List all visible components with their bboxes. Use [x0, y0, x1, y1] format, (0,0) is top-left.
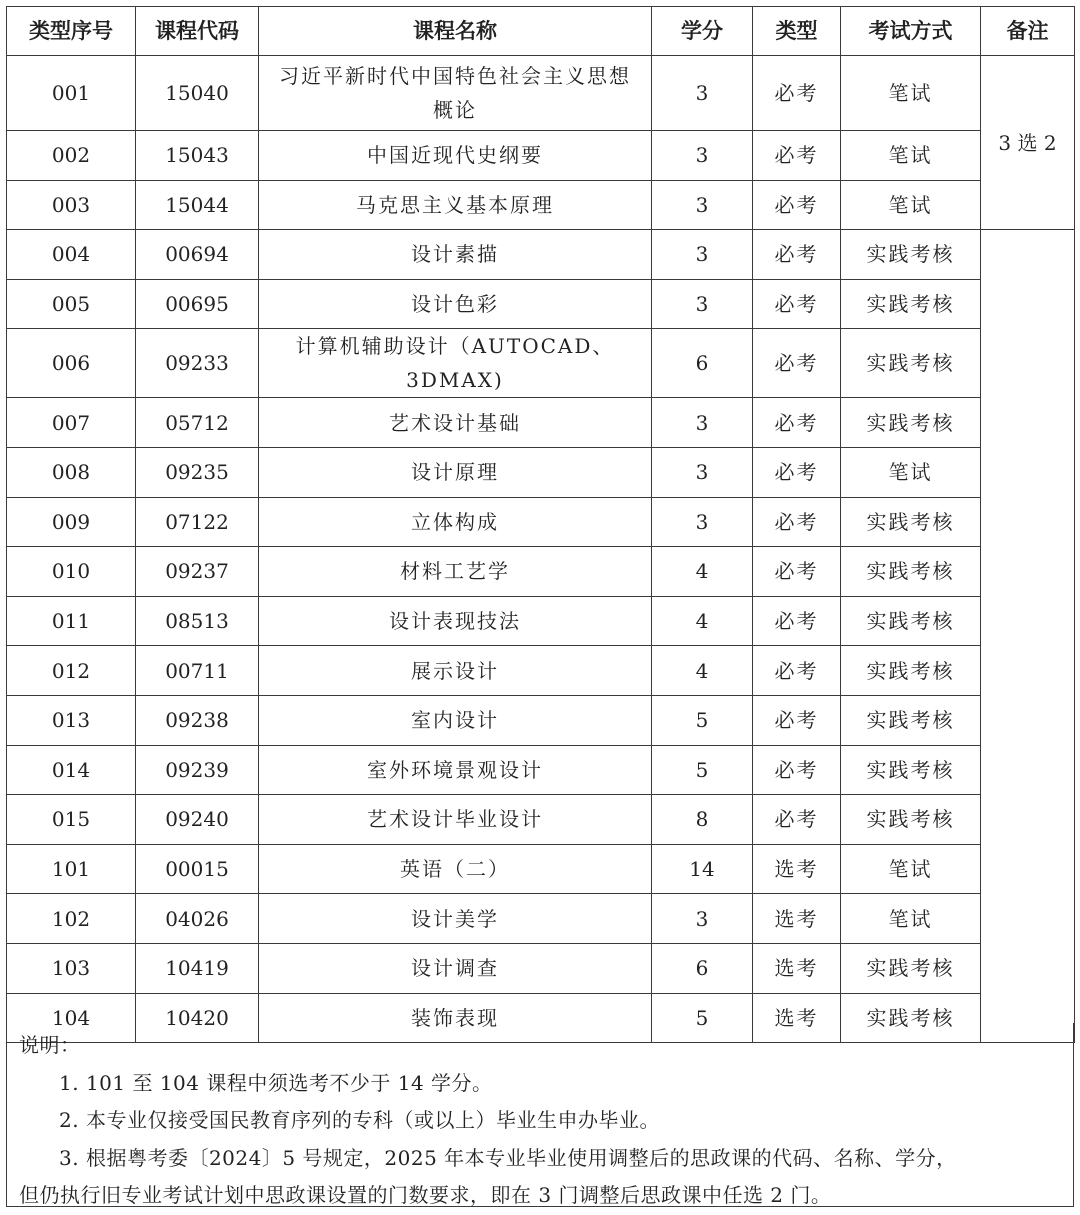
table-row	[7, 646, 1075, 696]
course-code-cell: 00015	[136, 844, 259, 894]
course-credit-cell: 6	[652, 329, 753, 398]
table-row	[7, 180, 1075, 230]
course-name-cell: 艺术设计基础	[259, 398, 652, 448]
course-table-body	[7, 56, 1075, 1043]
course-code-cell: 08513	[136, 596, 259, 646]
course-method-cell: 实践考核	[841, 993, 981, 1043]
table-row	[7, 745, 1075, 795]
course-credit-cell: 3	[652, 131, 753, 181]
course-name-cell: 习近平新时代中国特色社会主义思想概论	[259, 56, 652, 131]
course-credit-cell: 3	[652, 894, 753, 944]
course-code-cell: 09239	[136, 745, 259, 795]
course-method-cell: 实践考核	[841, 745, 981, 795]
course-type-cell: 必考	[753, 447, 841, 497]
course-name-cell: 展示设计	[259, 646, 652, 696]
course-seq-cell: 008	[7, 447, 136, 497]
course-code-cell: 00694	[136, 230, 259, 280]
course-credit-cell: 4	[652, 547, 753, 597]
remark-empty-cell	[981, 230, 1075, 1043]
course-credit-cell: 4	[652, 596, 753, 646]
course-seq-cell: 103	[7, 943, 136, 993]
course-type-cell: 必考	[753, 745, 841, 795]
course-method-cell: 实践考核	[841, 596, 981, 646]
header-code: 课程代码	[136, 7, 259, 56]
header-type: 类型	[753, 7, 841, 56]
course-credit-cell: 3	[652, 447, 753, 497]
table-row	[7, 447, 1075, 497]
course-code-cell: 09237	[136, 547, 259, 597]
course-type-cell: 选考	[753, 844, 841, 894]
course-seq-cell: 006	[7, 329, 136, 398]
course-method-cell: 实践考核	[841, 695, 981, 745]
course-method-cell: 实践考核	[841, 398, 981, 448]
course-name-cell: 材料工艺学	[259, 547, 652, 597]
table-row	[7, 844, 1075, 894]
course-seq-cell: 014	[7, 745, 136, 795]
table-row	[7, 497, 1075, 547]
header-remark: 备注	[981, 7, 1075, 56]
course-seq-cell: 002	[7, 131, 136, 181]
course-code-cell: 15040	[136, 56, 259, 131]
notes-box	[6, 1023, 1074, 1207]
course-credit-cell: 5	[652, 695, 753, 745]
course-seq-cell: 015	[7, 795, 136, 845]
course-credit-cell: 14	[652, 844, 753, 894]
course-name-cell: 英语（二）	[259, 844, 652, 894]
table-row	[7, 695, 1075, 745]
course-credit-cell: 3	[652, 230, 753, 280]
course-method-cell: 实践考核	[841, 279, 981, 329]
table-row	[7, 131, 1075, 181]
header-seq: 类型序号	[7, 7, 136, 56]
course-code-cell: 00695	[136, 279, 259, 329]
course-code-cell: 10420	[136, 993, 259, 1043]
course-seq-cell: 005	[7, 279, 136, 329]
course-name-cell: 中国近现代史纲要	[259, 131, 652, 181]
course-type-cell: 必考	[753, 398, 841, 448]
course-seq-cell: 001	[7, 56, 136, 131]
course-code-cell: 15044	[136, 180, 259, 230]
table-row	[7, 230, 1075, 280]
course-type-cell: 必考	[753, 180, 841, 230]
table-row	[7, 795, 1075, 845]
course-name-cell: 马克思主义基本原理	[259, 180, 652, 230]
course-method-cell: 笔试	[841, 894, 981, 944]
course-name-cell: 装饰表现	[259, 993, 652, 1043]
course-credit-cell: 6	[652, 943, 753, 993]
course-type-cell: 选考	[753, 943, 841, 993]
course-name-cell: 设计色彩	[259, 279, 652, 329]
note-item: 3. 根据粤考委〔2024〕5 号规定，2025 年本专业毕业使用调整后的思政课的代码、名称、学分，	[59, 1145, 957, 1170]
course-credit-cell: 3	[652, 56, 753, 131]
table-row	[7, 894, 1075, 944]
course-name-cell: 设计调查	[259, 943, 652, 993]
course-seq-cell: 012	[7, 646, 136, 696]
course-seq-cell: 011	[7, 596, 136, 646]
course-code-cell: 00711	[136, 646, 259, 696]
course-method-cell: 笔试	[841, 56, 981, 131]
course-type-cell: 必考	[753, 695, 841, 745]
course-type-cell: 必考	[753, 497, 841, 547]
course-seq-cell: 013	[7, 695, 136, 745]
table-row	[7, 329, 1075, 398]
table-row	[7, 398, 1075, 448]
course-code-cell: 04026	[136, 894, 259, 944]
course-type-cell: 必考	[753, 56, 841, 131]
course-seq-cell: 101	[7, 844, 136, 894]
course-method-cell: 实践考核	[841, 230, 981, 280]
course-name-cell: 室内设计	[259, 695, 652, 745]
course-method-cell: 实践考核	[841, 943, 981, 993]
course-method-cell: 实践考核	[841, 646, 981, 696]
table-row	[7, 943, 1075, 993]
course-method-cell: 实践考核	[841, 547, 981, 597]
course-name-cell: 计算机辅助设计（AUTOCAD、3DMAX)	[259, 329, 652, 398]
course-code-cell: 10419	[136, 943, 259, 993]
course-table	[6, 6, 1075, 1043]
course-type-cell: 必考	[753, 329, 841, 398]
header-credit: 学分	[652, 7, 753, 56]
course-type-cell: 必考	[753, 131, 841, 181]
course-code-cell: 09240	[136, 795, 259, 845]
course-name-cell: 艺术设计毕业设计	[259, 795, 652, 845]
header-row	[7, 7, 1075, 56]
note-item: 2. 本专业仅接受国民教育序列的专科（或以上）毕业生申办毕业。	[59, 1108, 660, 1132]
course-credit-cell: 3	[652, 180, 753, 230]
course-code-cell: 05712	[136, 398, 259, 448]
course-method-cell: 实践考核	[841, 497, 981, 547]
course-type-cell: 必考	[753, 596, 841, 646]
course-code-cell: 15043	[136, 131, 259, 181]
course-credit-cell: 3	[652, 398, 753, 448]
course-credit-cell: 3	[652, 497, 753, 547]
course-credit-cell: 4	[652, 646, 753, 696]
course-type-cell: 必考	[753, 230, 841, 280]
table-row	[7, 596, 1075, 646]
course-credit-cell: 5	[652, 993, 753, 1043]
course-credit-cell: 8	[652, 795, 753, 845]
course-type-cell: 选考	[753, 894, 841, 944]
course-seq-cell: 009	[7, 497, 136, 547]
course-name-cell: 设计素描	[259, 230, 652, 280]
note-item: 1. 101 至 104 课程中须选考不少于 14 学分。	[59, 1070, 493, 1095]
course-credit-cell: 3	[652, 279, 753, 329]
course-method-cell: 笔试	[841, 131, 981, 181]
course-type-cell: 必考	[753, 646, 841, 696]
course-method-cell: 笔试	[841, 447, 981, 497]
course-method-cell: 实践考核	[841, 795, 981, 845]
course-method-cell: 实践考核	[841, 329, 981, 398]
course-name-cell: 设计表现技法	[259, 596, 652, 646]
course-seq-cell: 102	[7, 894, 136, 944]
course-code-cell: 09235	[136, 447, 259, 497]
course-seq-cell: 003	[7, 180, 136, 230]
course-type-cell: 必考	[753, 795, 841, 845]
notes-heading: 说明：	[19, 1033, 81, 1057]
course-name-cell: 设计美学	[259, 894, 652, 944]
header-name: 课程名称	[259, 7, 652, 56]
course-code-cell: 07122	[136, 497, 259, 547]
course-seq-cell: 104	[7, 993, 136, 1043]
remark-group-cell: 3 选 2	[981, 56, 1075, 230]
course-code-cell: 09233	[136, 329, 259, 398]
table-row	[7, 56, 1075, 131]
table-row	[7, 279, 1075, 329]
header-method: 考试方式	[841, 7, 981, 56]
course-type-cell: 必考	[753, 547, 841, 597]
course-seq-cell: 007	[7, 398, 136, 448]
course-name-cell: 设计原理	[259, 447, 652, 497]
course-name-cell: 室外环境景观设计	[259, 745, 652, 795]
course-type-cell: 必考	[753, 279, 841, 329]
course-name-cell: 立体构成	[259, 497, 652, 547]
course-credit-cell: 5	[652, 745, 753, 795]
course-seq-cell: 004	[7, 230, 136, 280]
course-code-cell: 09238	[136, 695, 259, 745]
note-item-continuation: 但仍执行旧专业考试计划中思政课设置的门数要求，即在 3 门调整后思政课中任选 2 门。	[19, 1183, 832, 1207]
course-seq-cell: 010	[7, 547, 136, 597]
course-type-cell: 选考	[753, 993, 841, 1043]
course-method-cell: 笔试	[841, 844, 981, 894]
table-row	[7, 547, 1075, 597]
course-method-cell: 笔试	[841, 180, 981, 230]
